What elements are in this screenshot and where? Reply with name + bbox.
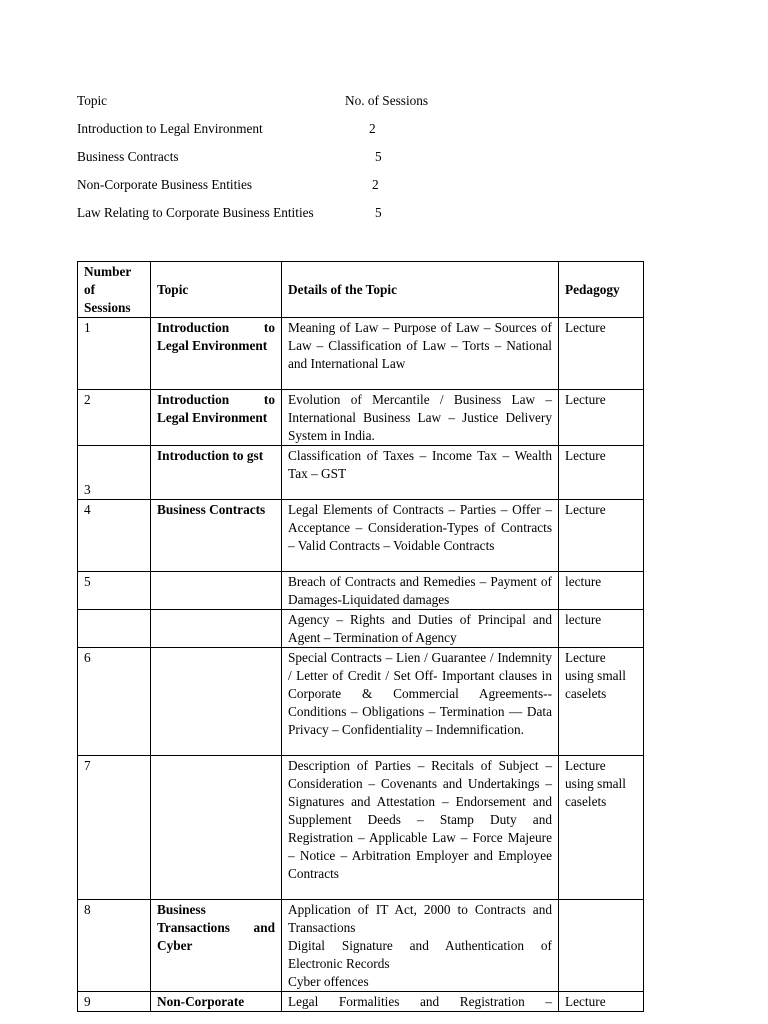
details-cell: Special Contracts – Lien / Guarantee / Indemnity / Letter of Credit / Set Off- Important clauses in Corporate & Commercial Agreements-- Conditions – Obligations – Termination –– Data Privacy – Confidentiality – Indemnification. xyxy=(282,648,559,756)
session-number: 8 xyxy=(78,900,151,992)
details-cell: Classification of Taxes – Income Tax – Wealth Tax – GST xyxy=(282,446,559,500)
summary-sessions: 2 xyxy=(372,177,379,192)
pedagogy-cell: lecture xyxy=(559,572,644,610)
session-number: 7 xyxy=(78,756,151,900)
topic-cell: Introduction to gst xyxy=(151,446,282,500)
session-number: 6 xyxy=(78,648,151,756)
table-row xyxy=(78,900,644,992)
pedagogy-cell: Lecture xyxy=(559,992,644,1012)
summary-topic: Non-Corporate Business Entities xyxy=(77,177,253,192)
session-number xyxy=(78,610,151,648)
summary-sessions: 5 xyxy=(375,205,382,220)
pedagogy-cell: lecture xyxy=(559,610,644,648)
session-number: 1 xyxy=(78,318,151,390)
table-row xyxy=(78,390,644,446)
details-cell: Meaning of Law – Purpose of Law – Sources of Law – Classification of Law – Torts – National and International Law xyxy=(282,318,559,390)
summary-sessions: 5 xyxy=(375,149,382,164)
details-cell: Evolution of Mercantile / Business Law – International Business Law – Justice Delivery System in India. xyxy=(282,390,559,446)
summary-topic: Law Relating to Corporate Business Entities xyxy=(77,205,314,220)
details-cell: Description of Parties – Recitals of Subject – Consideration – Covenants and Undertakings – Signatures and Attestation – Endorsement and Supplement Deeds – Stamp Duty and Registration – Applicable Law – Force Majeure – Notice – Arbitration Employer and Employee Contracts xyxy=(282,756,559,900)
session-number: 4 xyxy=(78,500,151,572)
summary-header-topic: Topic xyxy=(77,93,108,108)
summary-row xyxy=(77,120,376,138)
table-row xyxy=(78,500,644,572)
pedagogy-cell: Lecture using small caselets xyxy=(559,756,644,900)
pedagogy-cell xyxy=(559,900,644,992)
session-number: 5 xyxy=(78,572,151,610)
details-line: Cyber offences xyxy=(288,974,369,989)
details-cell xyxy=(282,900,559,992)
table-row xyxy=(78,572,644,610)
table-row xyxy=(78,446,644,500)
summary-row xyxy=(77,204,382,222)
topic-cell xyxy=(151,572,282,610)
summary-header xyxy=(77,92,429,110)
topic-cell: Introduction to Legal Environment xyxy=(151,390,282,446)
session-number: 2 xyxy=(78,390,151,446)
details-cell: Legal Formalities and Registration – xyxy=(282,992,559,1012)
topic-cell xyxy=(151,648,282,756)
session-number: 3 xyxy=(78,446,151,500)
header-sessions: Number of Sessions xyxy=(78,262,151,318)
summary-header-sessions: No. of Sessions xyxy=(345,93,429,108)
topic-cell xyxy=(151,610,282,648)
table-row xyxy=(78,648,644,756)
details-cell: Agency – Rights and Duties of Principal and Agent – Termination of Agency xyxy=(282,610,559,648)
summary-topic: Business Contracts xyxy=(77,149,179,164)
topic-cell xyxy=(151,756,282,900)
summary-sessions: 2 xyxy=(369,121,376,136)
table-row xyxy=(78,610,644,648)
pedagogy-cell: Lecture xyxy=(559,318,644,390)
details-cell: Legal Elements of Contracts – Parties – Offer – Acceptance – Consideration-Types of Contracts – Valid Contracts – Voidable Contracts xyxy=(282,500,559,572)
syllabus-table xyxy=(77,261,644,1012)
session-number: 9 xyxy=(78,992,151,1012)
topic-cell: Business Contracts xyxy=(151,500,282,572)
table-row xyxy=(78,756,644,900)
pedagogy-cell: Lecture using small caselets xyxy=(559,648,644,756)
table-row xyxy=(78,318,644,390)
table-header-row xyxy=(78,262,644,318)
summary-row xyxy=(77,148,382,166)
summary-row xyxy=(77,176,379,194)
summary-topic: Introduction to Legal Environment xyxy=(77,121,263,136)
topic-cell: Introduction to Legal Environment xyxy=(151,318,282,390)
pedagogy-cell: Lecture xyxy=(559,500,644,572)
header-pedagogy: Pedagogy xyxy=(559,262,644,318)
header-details: Details of the Topic xyxy=(282,262,559,318)
pedagogy-cell: Lecture xyxy=(559,390,644,446)
details-cell: Breach of Contracts and Remedies – Payment of Damages-Liquidated damages xyxy=(282,572,559,610)
table-row xyxy=(78,992,644,1012)
header-topic: Topic xyxy=(151,262,282,318)
topic-cell: Non-Corporate xyxy=(151,992,282,1012)
details-line: Application of IT Act, 2000 to Contracts and Transactions xyxy=(288,902,552,935)
topic-cell: Business Transactions and Cyber xyxy=(151,900,282,992)
pedagogy-cell: Lecture xyxy=(559,446,644,500)
details-line: Digital Signature and Authentication of Electronic Records xyxy=(288,938,552,971)
